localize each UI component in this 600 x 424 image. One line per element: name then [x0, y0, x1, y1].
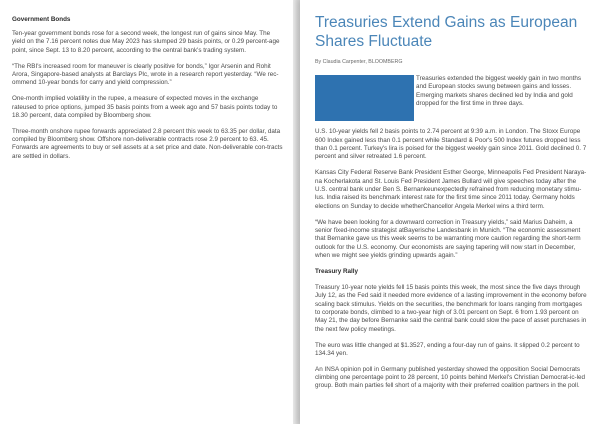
article-title: Treasuries Extend Gains as European Shares Fluctuate [315, 14, 578, 50]
section-heading-treasury-rally: Treasury Rally [315, 267, 359, 275]
body-paragraph: The euro was little changed at $1.3527, ending a four-day run of gains. It slipped 0.2 percent to 134.34 yen. [315, 341, 580, 357]
body-paragraph: An INSA opinion poll in Germany published yesterday showed the opposition Social Democrats climbing one percentage point to 28 percent, 10 points behind Merkel's Christian Democrat-ic-led group. Both main parties fell short of a majority with their preferred coalition partners in the poll. [315, 365, 586, 390]
section-heading-government-bonds: Government Bonds [12, 16, 71, 23]
body-paragraph: “We have been looking for a downward correction in Treasury yields,” said Marius Daheim, a senior fixed-income strategist atBayerische Landesbank in Munich. “The economic assessment that Bernanke gave us this week seems to be warranting more caution regarding the short-term outlook for the U.S. economy. Our economists are saying tapering will now start in December, when we might see yields grinding upwards again.” [315, 218, 581, 259]
body-paragraph: One-month implied volatility in the rupee, a measure of expected moves in the exchange rateused to price options, jumped 35 basis points from a week ago and 57 basis points today to 18.30 percent, data compiled by Bloomberg show. [12, 95, 278, 119]
lead-paragraph: Treasuries extended the biggest weekly gain in two months and European stocks swung between gains and losses. Emerging markets shares declined led by India and gold dropped for the first time in three days. [416, 74, 581, 107]
body-paragraph: U.S. 10-year yields fell 2 basis points to 2.74 percent at 9:39 a.m. in London. The Stoxx Europe 600 Index gained less than 0.1 percent while Standard & Poor's 500 Index futures dropped less than 0.1 percent. Turkey's lira is poised for the biggest weekly gain since 2011. Gold declined 0. 7 percent and silver retreated 1.6 percent. [315, 128, 587, 161]
drop-cap-block [315, 75, 414, 121]
article-byline: By Claudia Carpenter, BLOOMBERG [315, 58, 403, 65]
body-paragraph: Kansas City Federal Reserve Bank President Esther George, Minneapolis Fed President Naraya-na Kocherlakota and St. Louis Fed President James Bullard will give speeches today after the U.S. central bank under Ben S. Bernankeunexpectedly refrained from reducing monetary stimu-lus. India raised its benchmark interest rate for the first time since 2011 today. Germany holds elections on Sunday to decide whetherChancellor Angela Merkel wins a third term. [315, 169, 587, 210]
body-paragraph: Three-month onshore rupee forwards appreciated 2.8 percent this week to 63.35 per dollar, data compiled by Bloomberg show. Offshore non-deliverable contracts rose 2.9 percent to 63. 45. Forwards are agreements to buy or sell assets at a set price and date. Non-deliverable con-tracts are settled in dollars. [12, 127, 283, 160]
body-paragraph: Ten-year government bonds rose for a second week, the longest run of gains since May. The yield on the 7.16 percent notes due May 2023 has slumped 29 basis points, or 0.29 percent-age point, since Sept. 13 to 8.20 percent, according to the central bank's trading system. [12, 30, 280, 54]
body-paragraph: “The RBI's increased room for maneuver is clearly positive for bonds,” Igor Arsenin and Rohit Arora, Singapore-based analysts at Barclays Plc, wrote in a research report yesterday. “We rec-ommend 10-year bonds for carry and yield compression.” [12, 62, 279, 87]
right-page [300, 0, 600, 424]
page-gutter [293, 0, 300, 424]
lead-paragraph-block [315, 75, 588, 121]
left-page [0, 0, 293, 424]
body-paragraph: Treasury 10-year note yields fell 15 basis points this week, the most since the five days through July 12, as the Fed said it needed more evidence of a lasting improvement in the economy before scaling back stimulus. Yields on the securities, the benchmark for loans ranging from mortgages to corporate bonds, climbed to a two-year high of 3.01 percent on Sept. 6 from 1.93 percent on May 21, the day before Bernanke said the central bank could slow the pace of asset purchases in the next few policy meetings. [315, 283, 587, 333]
